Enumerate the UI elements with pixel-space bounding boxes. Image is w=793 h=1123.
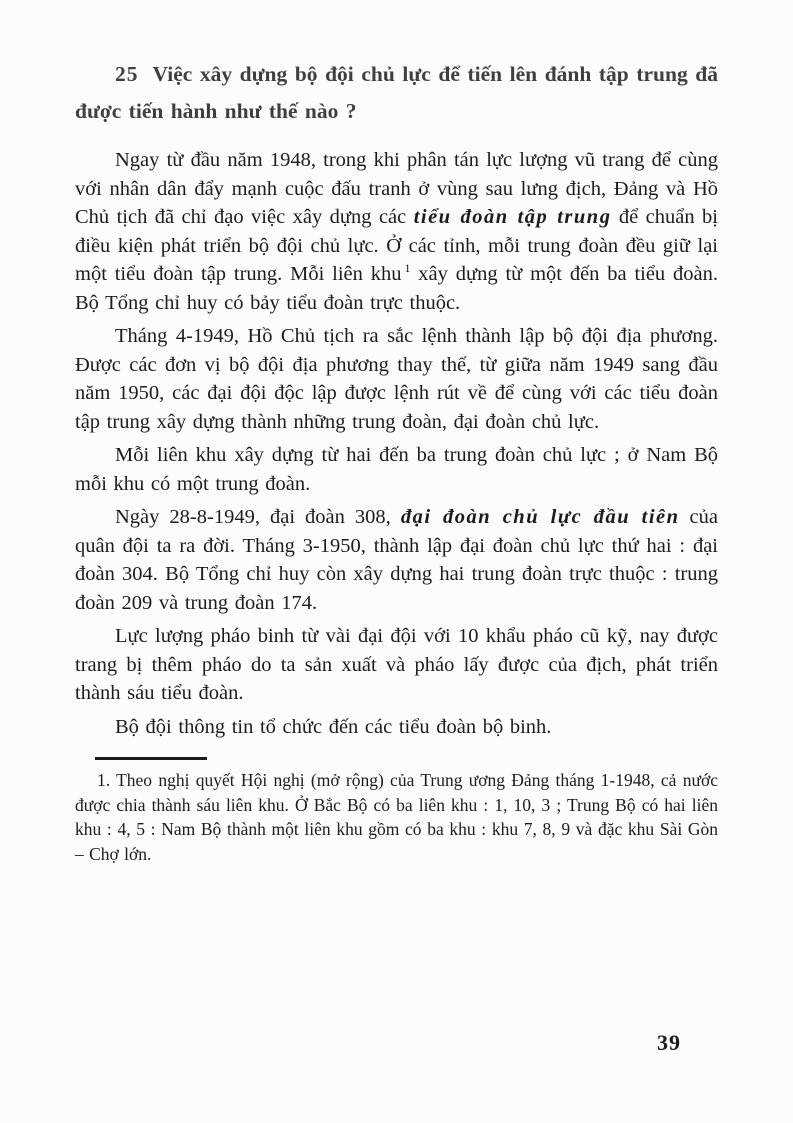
paragraph-5: Lực lượng pháo binh từ vài đại đội với 10 khẩu pháo cũ kỹ, nay được trang bị thêm pháo do ta sản xuất và pháo lấy được của địch, phát triển thành sáu tiểu đoàn.: [75, 625, 718, 704]
paragraph-4-text-end: của quân đội ta ra đời. Tháng 3-1950, thành lập đại đoàn chủ lực thứ hai : đại đoàn 304. Bộ Tổng chỉ huy còn xây dựng hai trung đoàn trực thuộc : trung đoàn 209 và trung đoàn 174.: [75, 506, 718, 614]
paragraph-4: [75, 503, 718, 617]
question-heading: [75, 56, 718, 130]
paragraph-3: Mỗi liên khu xây dựng từ hai đến ba trung đoàn chủ lực ; ở Nam Bộ mỗi khu có một trung đoàn.: [75, 444, 718, 495]
book-page-text-block: [75, 56, 718, 866]
paragraph-1: [75, 146, 718, 317]
paragraph-1-text-continued: để chuẩn bị điều kiện phát triển bộ đội chủ lực. Ở các tỉnh, mỗi trung đoàn đều giữ lại một tiểu đoàn tập trung. Mỗi liên khu: [75, 206, 718, 285]
paragraph-1-emphasis: tiểu đoàn tập trung: [413, 206, 612, 228]
question-text: Việc xây dựng bộ đội chủ lực để tiến lên đánh tập trung đã được tiến hành như thế nào ?: [75, 62, 718, 123]
question-number: 25: [115, 62, 139, 86]
paragraph-1-text-end: xây dựng từ một đến ba tiểu đoàn. Bộ Tổng chỉ huy có bảy tiểu đoàn trực thuộc.: [75, 263, 718, 314]
footnote-text: 1. Theo nghị quyết Hội nghị (mở rộng) của Trung ương Đảng tháng 1-1948, cả nước được chia thành sáu liên khu. Ở Bắc Bộ có ba liên khu : 1, 10, 3 ; Trung Bộ có hai liên khu : 4, 5 : Nam Bộ thành một liên khu gồm có ba khu : khu 7, 8, 9 và đặc khu Sài Gòn – Chợ lớn.: [75, 770, 718, 864]
paragraph-4-text: Ngày 28-8-1949, đại đoàn 308,: [115, 506, 401, 528]
paragraph-1-text: Ngay từ đầu năm 1948, trong khi phân tán lực lượng vũ trang để cùng với nhân dân đẩy mạnh cuộc đấu tranh ở vùng sau lưng địch, Đảng và Hồ Chủ tịch đã chỉ đạo việc xây dựng các: [75, 149, 718, 228]
paragraph-4-emphasis: đại đoàn chủ lực đầu tiên: [400, 506, 680, 528]
paragraph-2: Tháng 4-1949, Hồ Chủ tịch ra sắc lệnh thành lập bộ đội địa phương. Được các đơn vị bộ đội địa phương thay thế, từ giữa năm 1949 sang đầu năm 1950, các đại đội độc lập được lệnh rút về để cùng với các tiểu đoàn tập trung xây dựng thành những trung đoàn, đại đoàn chủ lực.: [75, 325, 718, 433]
footnote-separator-rule: [95, 757, 207, 760]
page-number: 39: [657, 1030, 681, 1055]
footnote-reference-1: 1: [404, 261, 411, 276]
paragraph-6: Bộ đội thông tin tổ chức đến các tiểu đoàn bộ binh.: [115, 715, 552, 738]
